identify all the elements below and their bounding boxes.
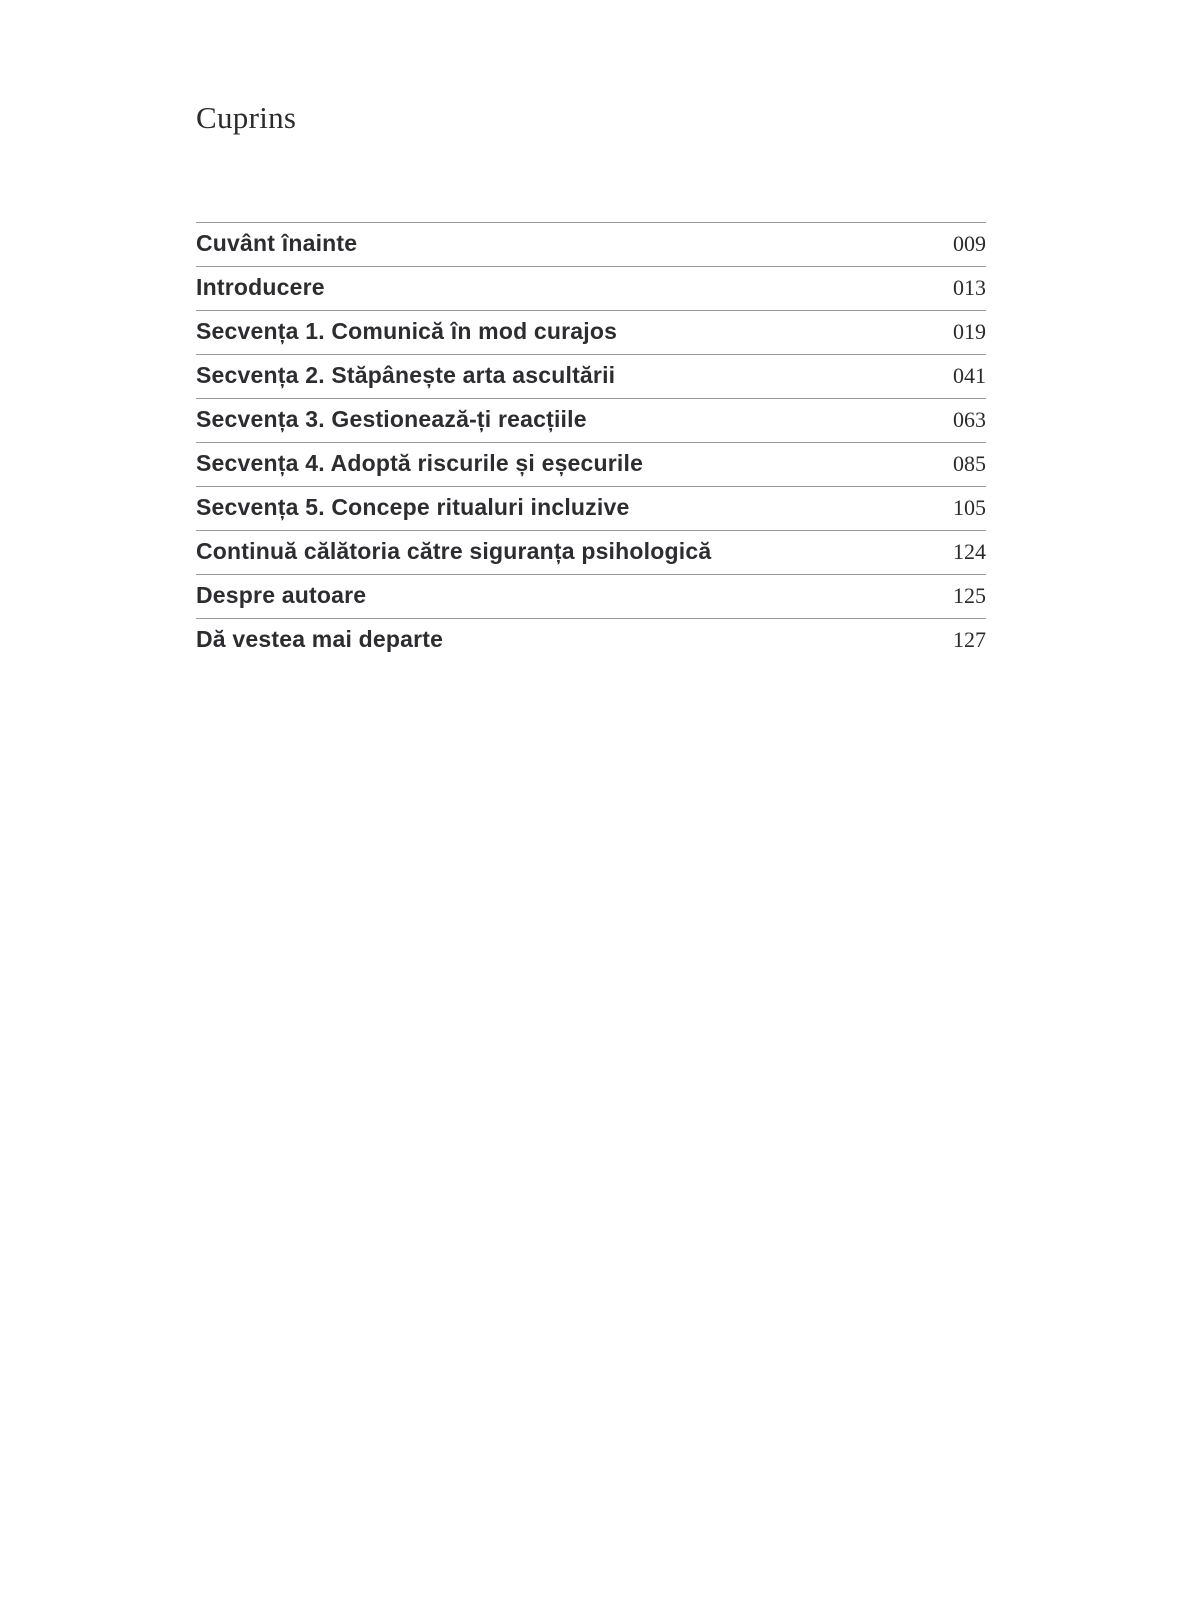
toc-entry-page: 105 [953, 495, 986, 520]
page-title: Cuprins [196, 100, 297, 135]
toc-entry-label: Introducere [196, 274, 325, 300]
toc-entry-label: Secvența 3. Gestionează-ți reacțiile [196, 406, 587, 432]
toc-row [196, 618, 986, 662]
toc-row [196, 574, 986, 618]
toc-row [196, 354, 986, 398]
toc-row [196, 310, 986, 354]
toc-entry-label: Continuă călătoria către siguranța psihologică [196, 538, 712, 564]
toc-entry-label: Dă vestea mai departe [196, 626, 444, 652]
toc-row [196, 398, 986, 442]
toc-row [196, 442, 986, 486]
toc-entry-label: Cuvânt înainte [196, 230, 358, 256]
toc-entry-label: Secvența 4. Adoptă riscurile și eșecurile [196, 450, 644, 476]
toc-row [196, 486, 986, 530]
toc-row [196, 266, 986, 310]
toc-entry-page: 124 [953, 539, 986, 564]
toc-entry-label: Despre autoare [196, 582, 367, 608]
toc-entry-label: Secvența 2. Stăpânește arta ascultării [196, 362, 616, 388]
toc-entry-page: 013 [953, 275, 986, 300]
toc-entry-page: 063 [953, 407, 986, 432]
toc-row [196, 222, 986, 266]
toc-entry-page: 085 [953, 451, 986, 476]
toc-entry-label: Secvența 1. Comunică în mod curajos [196, 318, 618, 344]
table-of-contents [196, 222, 986, 662]
toc-entry-label: Secvența 5. Concepe ritualuri incluzive [196, 494, 630, 520]
toc-entry-page: 009 [953, 231, 986, 256]
toc-entry-page: 127 [953, 627, 986, 652]
toc-entry-page: 041 [953, 363, 986, 388]
toc-row [196, 530, 986, 574]
toc-entry-page: 019 [953, 319, 986, 344]
toc-entry-page: 125 [953, 583, 986, 608]
